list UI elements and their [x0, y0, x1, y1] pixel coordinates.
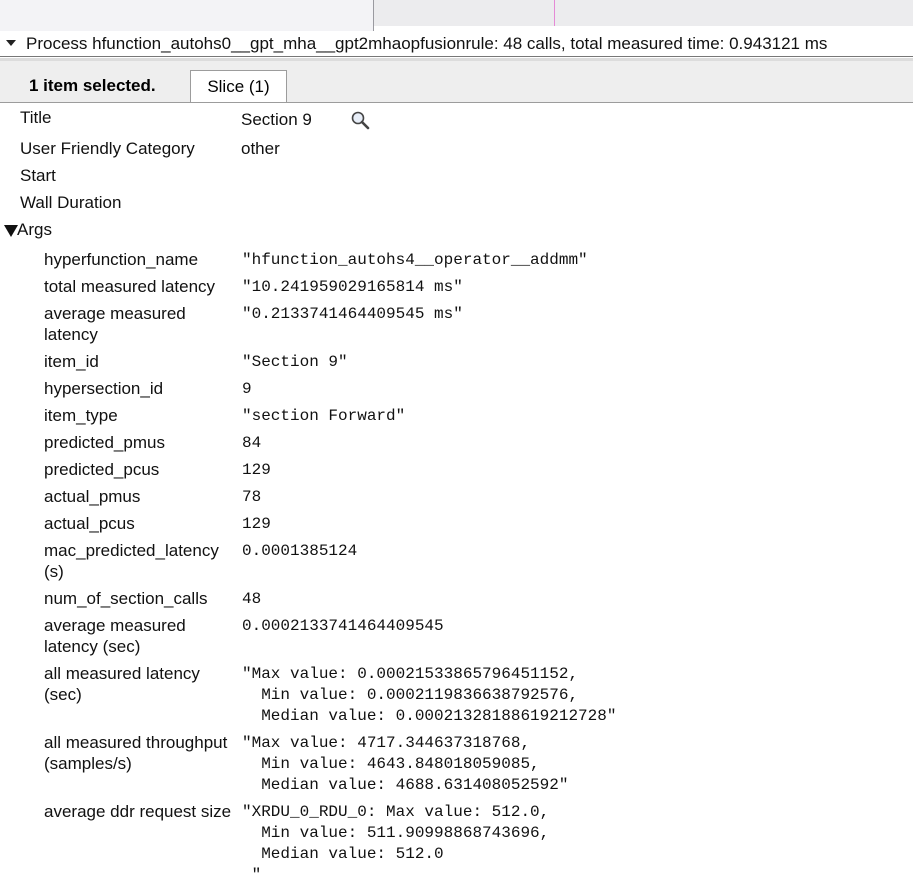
arg-value: 9	[242, 380, 252, 398]
arg-key: all measured throughput (samples/s)	[44, 733, 228, 773]
timeline-strip[interactable]	[0, 0, 913, 31]
arg-value: "section Forward"	[242, 407, 406, 425]
arg-key: average ddr request size	[44, 802, 232, 821]
process-header[interactable]	[0, 33, 913, 55]
collapse-triangle-icon[interactable]	[6, 40, 16, 46]
timeline-track-area[interactable]	[374, 0, 913, 26]
title-value: Section 9	[241, 110, 312, 129]
arg-value: 129	[242, 515, 271, 533]
arg-key: hypersection_id	[44, 379, 164, 398]
arg-key: item_id	[44, 352, 99, 371]
arg-key: all measured latency (sec)	[44, 664, 200, 704]
arg-value: "hfunction_autohs4__operator__addmm"	[242, 251, 588, 269]
timeline-marker	[554, 0, 555, 26]
arg-value: "XRDU_0_RDU_0: Max value: 512.0, Min value: 511.90998868743696, Median value: 512.0 "	[242, 803, 550, 884]
arg-value: 0.0002133741464409545	[242, 617, 444, 635]
arg-value: 48	[242, 590, 262, 608]
category-label: User Friendly Category	[20, 139, 195, 158]
arg-key: average measured latency (sec)	[44, 616, 186, 656]
arg-key: total measured latency	[44, 277, 216, 296]
arg-key: actual_pmus	[44, 487, 141, 506]
arg-value: 78	[242, 488, 262, 506]
arg-key: mac_predicted_latency (s)	[44, 541, 219, 581]
divider	[0, 56, 913, 57]
arg-value: 0.0001385124	[242, 542, 358, 560]
selection-count: 1 item selected.	[29, 76, 156, 95]
arg-value: "10.241959029165814 ms"	[242, 278, 463, 296]
arg-value: "0.2133741464409545 ms"	[242, 305, 463, 323]
arg-key: actual_pcus	[44, 514, 135, 533]
wall-duration-label: Wall Duration	[20, 193, 122, 212]
arg-value: 129	[242, 461, 271, 479]
args-label[interactable]: Args	[17, 220, 52, 239]
arg-value: 84	[242, 434, 262, 452]
category-value: other	[241, 139, 280, 158]
title-label: Title	[20, 108, 52, 127]
arg-value: "Max value: 4717.344637318768, Min value: 4643.848018059085, Median value: 4688.631408052592"	[242, 734, 569, 794]
arg-key: item_type	[44, 406, 118, 425]
arg-value: "Max value: 0.00021533865796451152, Min value: 0.0002119836638792576, Median value: 0.00021328188619212728"	[242, 665, 617, 725]
arg-value: "Section 9"	[242, 353, 348, 371]
divider	[0, 102, 913, 103]
timeline-track-labels	[0, 0, 373, 31]
arg-key: predicted_pmus	[44, 433, 165, 452]
arg-key: predicted_pcus	[44, 460, 160, 479]
arg-key: hyperfunction_name	[44, 250, 199, 269]
process-header-text: Process hfunction_autohs0__gpt_mha__gpt2mhaopfusionrule: 48 calls, total measured time: 0.943121 ms	[26, 34, 828, 53]
search-icon[interactable]	[350, 110, 370, 130]
arg-key: num_of_section_calls	[44, 589, 208, 608]
expand-triangle-icon[interactable]	[4, 225, 18, 237]
tab-slice[interactable]: Slice (1)	[190, 70, 287, 102]
start-label: Start	[20, 166, 56, 185]
arg-key: average measured latency	[44, 304, 186, 344]
